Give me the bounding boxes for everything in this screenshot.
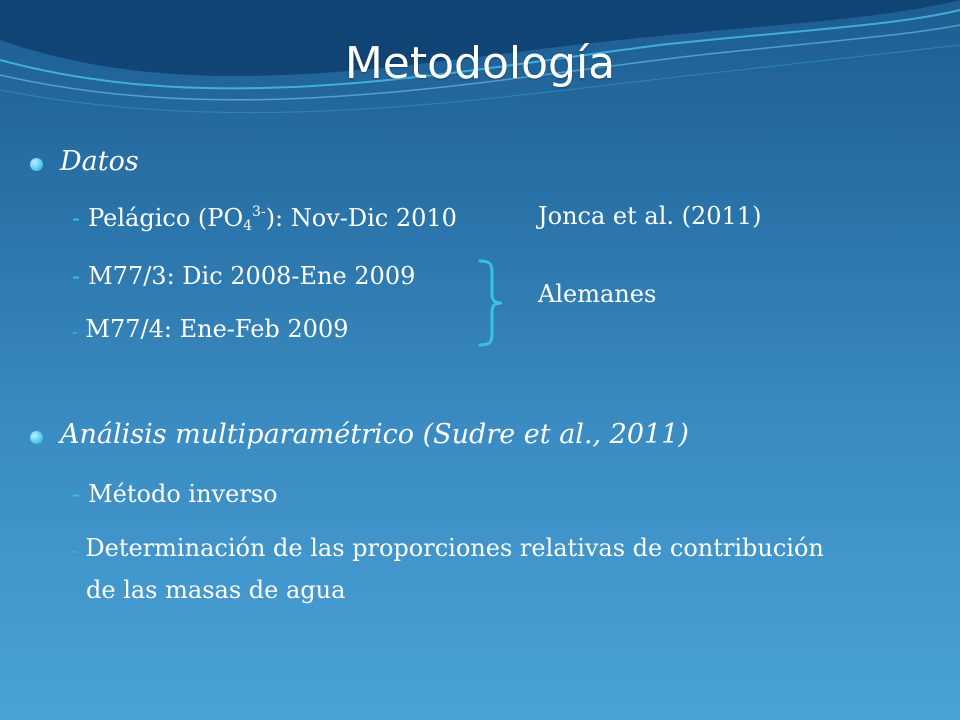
- section-heading-analisis: Análisis multiparamétrico (Sudre et al., 2011): [60, 419, 689, 450]
- annotation-alemanes: Alemanes: [538, 280, 657, 308]
- list-item-metodo-inverso: - Método inverso: [72, 480, 278, 508]
- list-item-determinacion-line2: de las masas de agua: [86, 576, 346, 604]
- dash-marker: -: [72, 480, 81, 508]
- dash-marker: -: [72, 541, 78, 560]
- list-item-m77-4: - M77/4: Ene-Feb 2009: [72, 315, 349, 343]
- section-heading-datos: Datos: [60, 146, 139, 177]
- right-brace-icon: [476, 258, 506, 348]
- list-item-pelagico: - Pelágico $(PO_4^{3-})$: Nov-Dic 2010: [72, 204, 457, 234]
- bullet-icon: [30, 158, 43, 171]
- dash-marker: -: [72, 262, 81, 290]
- dash-marker: -: [72, 204, 81, 232]
- dash-marker: -: [72, 322, 78, 341]
- list-item-m77-3: - M77/3: Dic 2008-Ene 2009: [72, 262, 416, 290]
- annotation-jonca: Jonca et al. (2011): [538, 202, 762, 230]
- list-item-determinacion: - Determinación de las proporciones relativas de contribución: [72, 534, 824, 562]
- slide-title: Metodología: [344, 38, 616, 89]
- bullet-icon: [30, 431, 43, 444]
